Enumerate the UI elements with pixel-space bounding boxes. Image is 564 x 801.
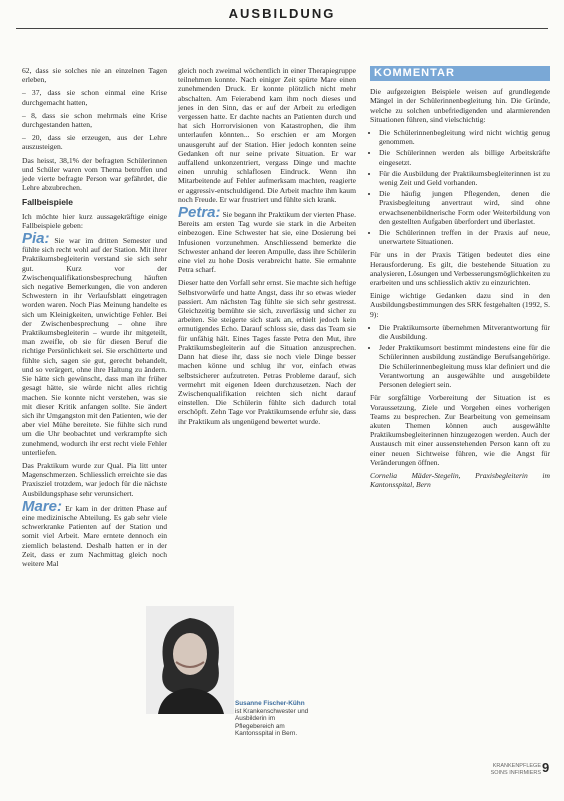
bullet-list (370, 128, 550, 246)
page-header (0, 0, 564, 40)
caption-name: Susanne Fischer-Kühn (235, 700, 305, 707)
list-item: – 8, dass sie schon mehrmals eine Krise durchgestanden hatten, (22, 110, 167, 130)
paragraph: Dieser hatte den Vorfall sehr ernst. Sie machte sich heftige Selbstvorwürfe und hatte Angst, dass ihr so etwas wieder passiert. Am nächsten Tag fühlte sie sich sehr gestresst. Gleichzeitig bemühte sie sich, zuverlässig und sicher zu arbeiten. Sie steigerte sich stark an, erhielt jedoch kein ermutigendes Echo. Darauf schloss sie, dass das Team sie für unfähig hält. Eines Tages fasste Petra den Mut, ihre Praktikumsbegleiterin auf die Situation anzusprechen. Dann hat diese ihr, dass sie noch viele Dinge besser machen könne und schlug ihr vor, einfach etwas selbstsicherer aufzutreten. Petras Probleme darauf, sich vermehrt mit eigenen Ideen durchzusetzen. Nach der Zwischenqualifikation reichten sich nicht darauf einstellen. Die Schülerin fühlte sich dadurch total erschöpft. Zehn Tage vor Praktikumsende erfuhr sie, dass ihr Praktikum als ungenügend bewertet wurde. (178, 278, 356, 426)
list-item: • Die Schülerinnen treffen in der Praxis auf neue, unerwartete Situationen. (379, 228, 550, 246)
column-2 (178, 66, 356, 430)
paragraph: Ich möchte hier kurz aussagekräftige einige Fallbeispiele geben: (22, 211, 167, 230)
subheading-fallbeispiele: Fallbeispiele (22, 197, 74, 208)
header-rule (16, 28, 548, 29)
paragraph: Einige wichtige Gedanken dazu sind in den Ausbildungsbestimmungen des SRK festgehalten (1992, S. 9): (370, 291, 550, 319)
paragraph: Für sorgfältige Vorbereitung der Situation ist es Voraussetzung, Ziele und Vorgehen eines vorherigen Teams zu besprechen. Zur Bearbeitung von gemeinsam akuten Themen können auch ausgewählte Praktikumsbegleiterinnen hinzugezogen werden. Auch der Austausch mit einer aussenstehenden Person kann oft zu einer neuen Sichtweise führen, wie die Angst für Veränderungen öffnen. (370, 393, 550, 467)
page-number: 9 (542, 760, 550, 775)
paragraph: Für uns in der Praxis Tätigen bedeutet dies eine Herausforderung. Es gilt, die bestehende Situation zu analysieren, Lösungen und Verbesserungsmöglichkeiten zu erarbeiten und uns schliesslich aktiv zu einzurichten. (370, 250, 550, 288)
kommentar-box: KOMMENTAR (370, 66, 550, 81)
case-petra (178, 204, 356, 275)
list-item: • Jeder Praktikumsort bestimmt mindestens eine für die Schülerinnen ausbildung zuständige Berufsangehörige. Die Schülerinnenbegleitung muss klar definiert und die Verantwortung an ausgewählte und ausgebildete Personen delegiert sein. (379, 343, 550, 389)
paragraph: Das heisst, 38,1% der befragten Schülerinnen und Schüler waren vom Thema betroffen und jede vierte befragte Person war gefährdet, die Lehre abzubrechen. (22, 155, 167, 193)
journal-name: KRANKENPFLEGE SOINS INFIRMIERS (490, 763, 541, 776)
photo-caption (235, 700, 309, 738)
paragraph: Das Praktikum wurde zur Qual. Pia litt unter Magenschmerzen. Schliesslich erreichte sie das Praxisziel trotzdem, war jedoch für die nächste Ausbildungsphase sehr verunsichert. (22, 460, 167, 498)
signature: Cornelia Mäder-Stegelin, Praxisbegleiterin im Kantonsspital, Bern (370, 470, 550, 490)
case-mare (22, 497, 167, 568)
list-item: 62, dass sie solches nie an einzelnen Tagen erleben, (22, 66, 167, 85)
caption-text: ist Krankenschwester und Ausbilderin im Pflegebereich am Kantonsspital in Bern. (235, 707, 309, 737)
column-3 (370, 66, 550, 493)
case-pia (22, 230, 167, 457)
case-text: Sie begann ihr Praktikum der vierten Phase. Bereits am ersten Tag wurde sie stark in die Arbeiten einbezogen. Eine Schwester hat sie, eine Dosierung bei Infusionen vorzunehmen. Anschliessend bemerkte die Schwester anhand der leeren Ampulle, dass ihre Schülerin eine viel zu hohe Dosis verabreicht hatte. Sie ermahnte Petra scharf. (178, 210, 356, 275)
list-item: • Die Praktikumsorte übernehmen Mitverantwortung für die Ausbildung. (379, 323, 550, 341)
bullet-list (370, 323, 550, 389)
case-name-pia: Pia: (22, 230, 50, 248)
paragraph: gleich noch zweimal wöchentlich in einer Therapiegruppe teilnehmen konnte. Nach einiger Zeit spürte Mare einen zunehmenden Druck. Er konnte plötzlich nicht mehr abschalten. Am Feierabend kam ihm noch dieses und jenes in den Sinn, das er auf der Arbeit zu erledigen vergessen hatte. Er dachte nachts an Patienten durch und hat sich Horrorvisionen von Katastrophen, die ihm unterlaufen könnten... So erschien er am Morgen unausgeruht auf der Station. Hier jedoch konnten seine Gedanken oft nur seine private Situation. Er war auffallend unkonzentriert, vergass Dinge und machte einen unruhig schlaflosen Eindruck. Wenn ihn Mitarbeitende auf Fehler aufmerksam machten, reagierte er aggressiv-entschuldigend. Die Arbeit machte ihm kaum noch Freude. Er war frustriert und fühlte sich krank. (178, 66, 356, 204)
column-1 (22, 66, 167, 572)
author-photo (146, 606, 234, 714)
paragraph: Die aufgezeigten Beispiele weisen auf grundlegende Mängel in der Schülerinnenbegleitung hin. Die Gründe, welche zu solchen unbefriedigenden und alarmierenden Situationen führen, sind vielschichtig: (370, 87, 550, 124)
list-item: • Für die Ausbildung der Praktikumsbegleiterinnen ist zu wenig Zeit und Geld vorhanden. (379, 169, 550, 187)
section-title: AUSBILDUNG (228, 6, 336, 21)
list-item: • Die Schülerinnen werden als billige Arbeitskräfte eingesetzt. (379, 148, 550, 166)
list-item: • Die Schülerinnenbegleitung wird nicht wichtig genug genommen. (379, 128, 550, 146)
case-text: Er kam in der dritten Phase auf eine medizinische Abteilung. Es gab sehr viele schwerkranke Patienten auf der Station und somit viel Arbeit. Mare erntete dennoch ein ziemlich belastend. Deshalb hatten er in der Zeit, dass er zum Nachmittag gleich noch weitere Mal (22, 503, 167, 568)
list-item: • Die häufig jungen Pflegenden, denen die Praxisbegleitung anvertraut wird, sind ohne erwachsenenbildnerische Form oder Weiterbildung von den gestellten Aufgaben überfordert und überlastet. (379, 189, 550, 226)
list-item: – 20, dass sie erzeugen, aus der Lehre auszusteigen. (22, 133, 167, 152)
case-text: Sie war im dritten Semester und fühlte sich recht wohl auf der Station. Mit ihrer Praktikumsbegleiterin verstand sie sich sehr gut. Kurz vor der Zwischenqualifikationsbesprechung häuften sich negative Bemerkungen, die von anderen Schwestern in ihr Verlaufsblatt eingetragen worden waren. Noch Pias Meinung handelte es sich um Kleinigkeiten, unwichtige Fehler. Bei der Zwischenbesprechung – ohne ihre Praktikumsbegleiterin – wurde ihr mitgeteilt, man zweifle, ob sie für diesen Beruf die richtige Persönlichkeit sei. Sie erschütterte und fühlte sich, sagen sie gut, gerecht behandelt, und so verärgert, ohne ihre Haltung zu ändern. Sie hätte sich gewünscht, dass man ihr früher gesagt hätte, sie würde nicht alles richtig machen. Sie konnte nicht verstehen, was sie mit dieser Kritik anfangen sollte. Sie ändert sich ihr Umgangston mit den Patienten, wie der aber viel Mühe bereitete. Sie fühlte sich rund um die Uhr beobachtet und verkrampfte sich zunehmend, wodurch ihr erst recht viele Fehler unterliefen. (22, 236, 167, 457)
case-name-mare: Mare: (22, 497, 63, 515)
list-item: – 37, dass sie schon einmal eine Krise durchgemacht hatten, (22, 88, 167, 107)
case-name-petra: Petra: (178, 204, 221, 222)
portrait-illustration (146, 606, 234, 714)
